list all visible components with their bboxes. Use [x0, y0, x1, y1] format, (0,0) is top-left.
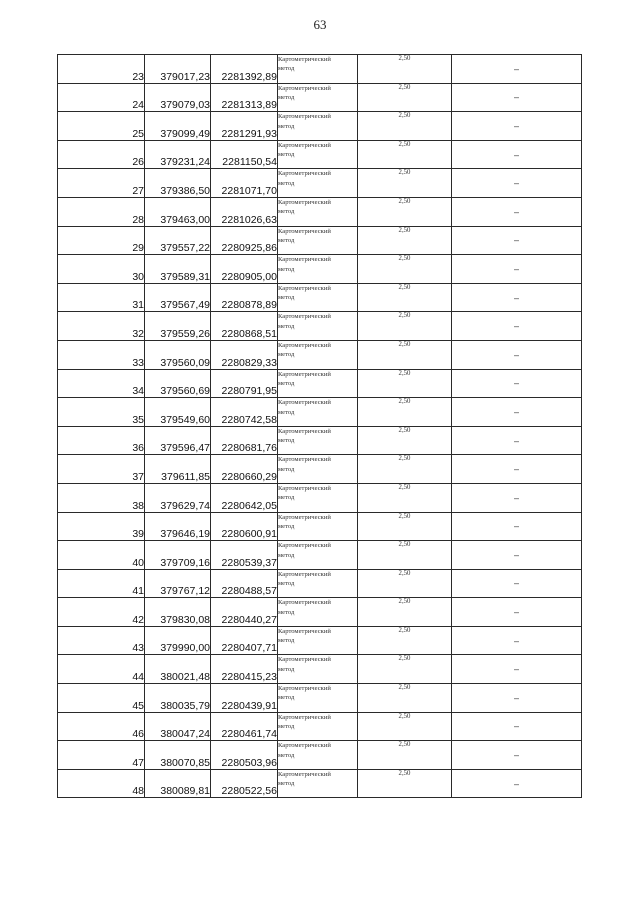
method-label-line2: метод [278, 379, 295, 387]
accuracy-cell: 2,50 [358, 255, 452, 284]
y-coordinate-cell: 2281026,63 [211, 197, 278, 226]
method-label-line2: метод [278, 465, 295, 473]
table-row [58, 340, 582, 369]
method-label-line1: Картометрический [278, 599, 331, 607]
method-label-line2: метод [278, 408, 295, 416]
table-row [58, 626, 582, 655]
method-label-line2: метод [278, 208, 295, 216]
method-label-line2: метод [278, 522, 295, 530]
point-number-cell: 39 [58, 512, 145, 541]
method-cell [278, 55, 358, 84]
method-label-line1: Картометрический [278, 742, 331, 750]
point-number-cell: 27 [58, 169, 145, 198]
method-cell [278, 197, 358, 226]
point-number-cell: 32 [58, 312, 145, 341]
method-label-line2: метод [278, 294, 295, 302]
method-label-line2: метод [278, 94, 295, 101]
point-number-cell: 31 [58, 283, 145, 312]
description-cell: – [452, 598, 582, 627]
method-cell [278, 684, 358, 713]
method-label-line1: Картометрический [278, 627, 331, 635]
point-number-cell: 35 [58, 398, 145, 427]
method-cell [278, 112, 358, 141]
y-coordinate-cell: 2280660,29 [211, 455, 278, 484]
coordinates-table-body [58, 55, 582, 798]
point-number-cell: 26 [58, 140, 145, 169]
accuracy-cell: 2,50 [358, 684, 452, 713]
point-number-cell: 37 [58, 455, 145, 484]
point-number-cell: 25 [58, 112, 145, 141]
description-cell: – [452, 455, 582, 484]
x-coordinate-cell: 379560,09 [145, 340, 211, 369]
accuracy-cell: 2,50 [358, 140, 452, 169]
method-cell [278, 741, 358, 770]
table-row [58, 655, 582, 684]
method-label-line2: метод [278, 608, 295, 616]
accuracy-cell: 2,50 [358, 569, 452, 598]
method-cell [278, 426, 358, 455]
method-cell [278, 283, 358, 312]
method-label-line2: метод [278, 151, 295, 159]
method-cell [278, 769, 358, 798]
x-coordinate-cell: 379557,22 [145, 226, 211, 255]
table-row [58, 197, 582, 226]
method-label-line2: метод [278, 637, 295, 645]
method-label-line1: Картометрический [278, 170, 331, 178]
method-label-line1: Картометрический [278, 84, 331, 92]
method-label-line1: Картометрический [278, 570, 331, 578]
description-cell: – [452, 712, 582, 741]
method-label-line1: Картометрический [278, 227, 331, 235]
method-label-line2: метод [278, 65, 295, 73]
table-row [58, 712, 582, 741]
accuracy-cell: 2,50 [358, 197, 452, 226]
method-cell [278, 169, 358, 198]
table-row [58, 55, 582, 84]
method-label-line2: метод [278, 780, 295, 788]
table-row [58, 569, 582, 598]
y-coordinate-cell: 2280488,57 [211, 569, 278, 598]
accuracy-cell: 2,50 [358, 512, 452, 541]
point-number-cell: 34 [58, 369, 145, 398]
accuracy-cell: 2,50 [358, 598, 452, 627]
x-coordinate-cell: 379017,23 [145, 55, 211, 84]
method-label-line1: Картометрический [278, 513, 331, 521]
accuracy-cell: 2,50 [358, 741, 452, 770]
x-coordinate-cell: 379709,16 [145, 541, 211, 570]
method-cell [278, 598, 358, 627]
accuracy-cell: 2,50 [358, 55, 452, 84]
point-number-cell: 45 [58, 684, 145, 713]
table-row [58, 398, 582, 427]
accuracy-cell: 2,50 [358, 426, 452, 455]
y-coordinate-cell: 2280742,58 [211, 398, 278, 427]
x-coordinate-cell: 380047,24 [145, 712, 211, 741]
y-coordinate-cell: 2280503,96 [211, 741, 278, 770]
method-label-line2: метод [278, 580, 295, 588]
description-cell: – [452, 655, 582, 684]
method-label-line2: метод [278, 322, 295, 330]
description-cell: – [452, 398, 582, 427]
point-number-cell: 30 [58, 255, 145, 284]
method-label-line2: метод [278, 179, 295, 187]
y-coordinate-cell: 2280522,56 [211, 769, 278, 798]
description-cell: – [452, 684, 582, 713]
point-number-cell: 42 [58, 598, 145, 627]
method-cell [278, 340, 358, 369]
point-number-cell: 24 [58, 83, 145, 112]
accuracy-cell: 2,50 [358, 626, 452, 655]
point-number-cell: 40 [58, 541, 145, 570]
y-coordinate-cell: 2280829,33 [211, 340, 278, 369]
point-number-cell: 33 [58, 340, 145, 369]
accuracy-cell: 2,50 [358, 769, 452, 798]
table-row [58, 455, 582, 484]
point-number-cell: 36 [58, 426, 145, 455]
y-coordinate-cell: 2281313,89 [211, 83, 278, 112]
table-row [58, 369, 582, 398]
page-number: 63 [313, 17, 327, 32]
method-cell [278, 255, 358, 284]
x-coordinate-cell: 379386,50 [145, 169, 211, 198]
point-number-cell: 47 [58, 741, 145, 770]
table-row [58, 684, 582, 713]
table-row [58, 226, 582, 255]
method-label-line2: метод [278, 265, 295, 273]
method-cell [278, 626, 358, 655]
y-coordinate-cell: 2280925,86 [211, 226, 278, 255]
method-cell [278, 541, 358, 570]
method-label-line1: Картометрический [278, 313, 331, 321]
y-coordinate-cell: 2280905,00 [211, 255, 278, 284]
point-number-cell: 48 [58, 769, 145, 798]
table-row [58, 83, 582, 112]
accuracy-cell: 2,50 [358, 112, 452, 141]
method-cell [278, 312, 358, 341]
method-label-line2: метод [278, 437, 295, 445]
y-coordinate-cell: 2280878,89 [211, 283, 278, 312]
method-label-line1: Картометрический [278, 427, 331, 435]
accuracy-cell: 2,50 [358, 226, 452, 255]
y-coordinate-cell: 2280681,76 [211, 426, 278, 455]
description-cell: – [452, 83, 582, 112]
y-coordinate-cell: 2280600,91 [211, 512, 278, 541]
method-cell [278, 455, 358, 484]
method-label-line1: Картометрический [278, 284, 331, 292]
table-row [58, 512, 582, 541]
accuracy-cell: 2,50 [358, 83, 452, 112]
x-coordinate-cell: 379567,49 [145, 283, 211, 312]
point-number-cell: 29 [58, 226, 145, 255]
point-number-cell: 38 [58, 483, 145, 512]
method-label-line2: метод [278, 122, 295, 130]
description-cell: – [452, 197, 582, 226]
description-cell: – [452, 483, 582, 512]
point-number-cell: 43 [58, 626, 145, 655]
y-coordinate-cell: 2281291,93 [211, 112, 278, 141]
method-label-line1: Картометрический [278, 56, 331, 63]
method-cell [278, 83, 358, 112]
x-coordinate-cell: 379629,74 [145, 483, 211, 512]
accuracy-cell: 2,50 [358, 541, 452, 570]
description-cell: – [452, 626, 582, 655]
accuracy-cell: 2,50 [358, 483, 452, 512]
method-label-line2: метод [278, 351, 295, 359]
method-label-line2: метод [278, 665, 295, 673]
description-cell: – [452, 283, 582, 312]
x-coordinate-cell: 379079,03 [145, 83, 211, 112]
method-cell [278, 226, 358, 255]
point-number-cell: 41 [58, 569, 145, 598]
method-label-line1: Картометрический [278, 113, 331, 121]
x-coordinate-cell: 379099,49 [145, 112, 211, 141]
description-cell: – [452, 569, 582, 598]
x-coordinate-cell: 379646,19 [145, 512, 211, 541]
method-cell [278, 398, 358, 427]
description-cell: – [452, 340, 582, 369]
method-cell [278, 140, 358, 169]
x-coordinate-cell: 380070,85 [145, 741, 211, 770]
method-label-line1: Картометрический [278, 713, 331, 721]
accuracy-cell: 2,50 [358, 655, 452, 684]
table-row [58, 140, 582, 169]
table-row [58, 283, 582, 312]
table-row [58, 598, 582, 627]
table-row [58, 769, 582, 798]
method-cell [278, 655, 358, 684]
x-coordinate-cell: 379611,85 [145, 455, 211, 484]
y-coordinate-cell: 2280415,23 [211, 655, 278, 684]
y-coordinate-cell: 2280642,05 [211, 483, 278, 512]
description-cell: – [452, 226, 582, 255]
table-row [58, 169, 582, 198]
description-cell: – [452, 112, 582, 141]
method-label-line1: Картометрический [278, 198, 331, 206]
method-cell [278, 483, 358, 512]
description-cell: – [452, 512, 582, 541]
y-coordinate-cell: 2281392,89 [211, 55, 278, 84]
y-coordinate-cell: 2280440,27 [211, 598, 278, 627]
x-coordinate-cell: 379830,08 [145, 598, 211, 627]
table-row [58, 255, 582, 284]
x-coordinate-cell: 380035,79 [145, 684, 211, 713]
table-row [58, 541, 582, 570]
method-label-line1: Картометрический [278, 542, 331, 550]
method-cell [278, 569, 358, 598]
x-coordinate-cell: 379596,47 [145, 426, 211, 455]
coordinates-table [57, 54, 582, 798]
x-coordinate-cell: 379560,69 [145, 369, 211, 398]
y-coordinate-cell: 2281150,54 [211, 140, 278, 169]
x-coordinate-cell: 379549,60 [145, 398, 211, 427]
y-coordinate-cell: 2280539,37 [211, 541, 278, 570]
point-number-cell: 44 [58, 655, 145, 684]
point-number-cell: 23 [58, 55, 145, 84]
x-coordinate-cell: 379767,12 [145, 569, 211, 598]
table-row [58, 426, 582, 455]
accuracy-cell: 2,50 [358, 340, 452, 369]
y-coordinate-cell: 2280868,51 [211, 312, 278, 341]
x-coordinate-cell: 379990,00 [145, 626, 211, 655]
method-cell [278, 512, 358, 541]
accuracy-cell: 2,50 [358, 283, 452, 312]
description-cell: – [452, 312, 582, 341]
description-cell: – [452, 426, 582, 455]
x-coordinate-cell: 379589,31 [145, 255, 211, 284]
method-label-line1: Картометрический [278, 399, 331, 407]
method-label-line2: метод [278, 236, 295, 244]
point-number-cell: 46 [58, 712, 145, 741]
description-cell: – [452, 741, 582, 770]
method-cell [278, 712, 358, 741]
description-cell: – [452, 169, 582, 198]
table-row [58, 483, 582, 512]
x-coordinate-cell: 379559,26 [145, 312, 211, 341]
y-coordinate-cell: 2281071,70 [211, 169, 278, 198]
method-label-line1: Картометрический [278, 484, 331, 492]
table-row [58, 741, 582, 770]
method-label-line1: Картометрический [278, 341, 331, 349]
y-coordinate-cell: 2280791,95 [211, 369, 278, 398]
y-coordinate-cell: 2280461,74 [211, 712, 278, 741]
method-label-line1: Картометрический [278, 141, 331, 149]
y-coordinate-cell: 2280407,71 [211, 626, 278, 655]
method-label-line2: метод [278, 723, 295, 731]
table-row [58, 312, 582, 341]
y-coordinate-cell: 2280439,91 [211, 684, 278, 713]
x-coordinate-cell: 380089,81 [145, 769, 211, 798]
method-label-line1: Картометрический [278, 685, 331, 693]
method-label-line2: метод [278, 494, 295, 502]
x-coordinate-cell: 380021,48 [145, 655, 211, 684]
method-label-line2: метод [278, 551, 295, 559]
accuracy-cell: 2,50 [358, 169, 452, 198]
method-label-line1: Картометрический [278, 256, 331, 264]
description-cell: – [452, 140, 582, 169]
method-label-line1: Картометрический [278, 656, 331, 664]
table-row [58, 112, 582, 141]
description-cell: – [452, 541, 582, 570]
description-cell: – [452, 55, 582, 84]
method-label-line1: Картометрический [278, 456, 331, 464]
point-number-cell: 28 [58, 197, 145, 226]
accuracy-cell: 2,50 [358, 398, 452, 427]
x-coordinate-cell: 379463,00 [145, 197, 211, 226]
accuracy-cell: 2,50 [358, 712, 452, 741]
accuracy-cell: 2,50 [358, 312, 452, 341]
x-coordinate-cell: 379231,24 [145, 140, 211, 169]
method-cell [278, 369, 358, 398]
method-label-line2: метод [278, 694, 295, 702]
description-cell: – [452, 769, 582, 798]
method-label-line2: метод [278, 751, 295, 759]
accuracy-cell: 2,50 [358, 455, 452, 484]
method-label-line1: Картометрический [278, 770, 331, 778]
method-label-line1: Картометрический [278, 370, 331, 378]
description-cell: – [452, 255, 582, 284]
accuracy-cell: 2,50 [358, 369, 452, 398]
description-cell: – [452, 369, 582, 398]
